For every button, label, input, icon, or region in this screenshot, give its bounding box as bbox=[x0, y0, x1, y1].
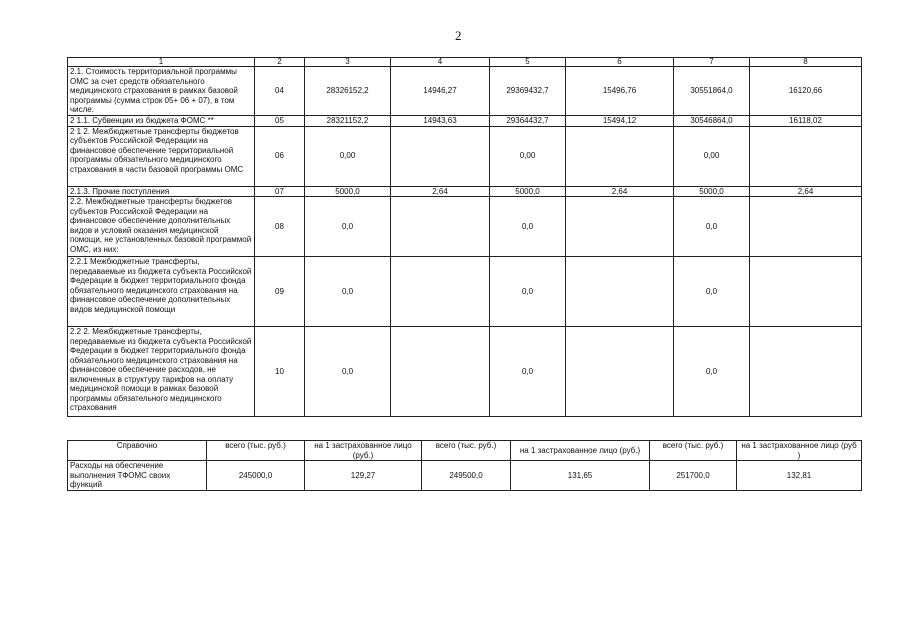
budget-table bbox=[67, 57, 862, 417]
table-cell: 131,65 bbox=[511, 461, 650, 491]
row-code: 04 bbox=[255, 67, 305, 116]
table-cell: 0,0 bbox=[305, 197, 391, 257]
table-cell: 0,0 bbox=[490, 327, 566, 417]
row-code: 10 bbox=[255, 327, 305, 417]
column-header: 3 bbox=[305, 58, 391, 67]
table-row bbox=[68, 461, 862, 491]
table-header-row bbox=[68, 58, 862, 67]
column-header: 6 bbox=[566, 58, 674, 67]
column-header: 2 bbox=[255, 58, 305, 67]
row-label: 2.2.1 Межбюджетные трансферты, передаваемые из бюджета субъекта Российской Федерации в бюджет территориального фонда обязательного медицинского страхования на финансовое обеспечение дополнительных видов медицинской помощи bbox=[68, 257, 255, 327]
table-cell: 30551864,0 bbox=[674, 67, 750, 116]
table-row bbox=[68, 197, 862, 257]
table-row bbox=[68, 67, 862, 116]
row-label: 2.2. Межбюджетные трансферты бюджетов субъектов Российской Федерации на финансовое обеспечение дополнительных видов и условий оказания медицинской помощи, не установленных базовой программой ОМС, из них: bbox=[68, 197, 255, 257]
column-header: всего (тыс. руб.) bbox=[422, 441, 511, 461]
row-code: 05 bbox=[255, 116, 305, 127]
table-cell bbox=[391, 126, 490, 186]
column-header: 4 bbox=[391, 58, 490, 67]
table-row bbox=[68, 327, 862, 417]
column-header: Справочно bbox=[68, 441, 207, 461]
table-row bbox=[68, 186, 862, 197]
table-cell: 28321152,2 bbox=[305, 116, 391, 127]
table-cell: 29369432,7 bbox=[490, 67, 566, 116]
reference-header-row bbox=[68, 441, 862, 461]
table-cell: 15496,76 bbox=[566, 67, 674, 116]
table-row bbox=[68, 116, 862, 127]
table-cell: 14946,27 bbox=[391, 67, 490, 116]
table-cell bbox=[750, 126, 862, 186]
column-header: 8 bbox=[750, 58, 862, 67]
row-label: Расходы на обеспечение выполнения ТФОМС своих функций bbox=[68, 461, 207, 491]
table-cell: 0,0 bbox=[674, 257, 750, 327]
table-cell: 2,64 bbox=[750, 186, 862, 197]
table-cell: 129,27 bbox=[305, 461, 422, 491]
table-cell: 2,64 bbox=[566, 186, 674, 197]
table-cell: 0,00 bbox=[305, 126, 391, 186]
table-cell bbox=[566, 197, 674, 257]
table-cell bbox=[750, 327, 862, 417]
column-header: 1 bbox=[68, 58, 255, 67]
row-label: 2.1.3. Прочие поступления bbox=[68, 186, 255, 197]
table-cell: 0,0 bbox=[490, 197, 566, 257]
row-label: 2.2 2. Межбюджетные трансферты, передаваемые из бюджета субъекта Российской Федерации в бюджет территориального фонда обязательного медицинского страхования на финансовое обеспечение расходов, не включенных в структуру тарифов на оплату медицинской помощи в рамках базовой программы обязательного медицинского страхования bbox=[68, 327, 255, 417]
table-row bbox=[68, 126, 862, 186]
table-cell: 0,00 bbox=[674, 126, 750, 186]
table-cell bbox=[750, 197, 862, 257]
row-code: 09 bbox=[255, 257, 305, 327]
table-cell bbox=[566, 327, 674, 417]
column-header: всего (тыс. руб.) bbox=[207, 441, 305, 461]
column-header: на 1 застрахованное лицо (руб.) bbox=[511, 441, 650, 461]
row-code: 06 bbox=[255, 126, 305, 186]
page-number: 2 bbox=[455, 28, 462, 43]
table-cell: 0,0 bbox=[674, 197, 750, 257]
table-cell: 15494,12 bbox=[566, 116, 674, 127]
table-cell bbox=[566, 126, 674, 186]
table-cell: 0,0 bbox=[490, 257, 566, 327]
table-cell: 0,0 bbox=[305, 257, 391, 327]
table-cell bbox=[391, 327, 490, 417]
table-cell: 251700,0 bbox=[650, 461, 737, 491]
table-row bbox=[68, 257, 862, 327]
table-cell bbox=[391, 257, 490, 327]
table-cell: 5000,0 bbox=[674, 186, 750, 197]
reference-table bbox=[67, 440, 862, 491]
table-cell: 30546864,0 bbox=[674, 116, 750, 127]
table-cell: 245000,0 bbox=[207, 461, 305, 491]
table-cell: 2,64 bbox=[391, 186, 490, 197]
row-label: 2.1. Стоимость территориальной программы ОМС за счет средств обязательного медицинского страхования в рамках базовой программы (сумма строк 05+ 06 + 07), в том числе: bbox=[68, 67, 255, 116]
row-label: 2 1.1. Субвенции из бюджета ФОМС ** bbox=[68, 116, 255, 127]
table-cell: 0,0 bbox=[674, 327, 750, 417]
row-label: 2 1 2. Межбюджетные трансферты бюджетов субъектов Российской Федерации на финансовое обеспечение территориальной программы обязательного медицинского страхования в части базовой программы ОМС bbox=[68, 126, 255, 186]
table-cell: 16118,02 bbox=[750, 116, 862, 127]
table-cell: 0,00 bbox=[490, 126, 566, 186]
column-header: на 1 застрахованное лицо (руб ) bbox=[737, 441, 862, 461]
table-cell: 29364432,7 bbox=[490, 116, 566, 127]
row-code: 07 bbox=[255, 186, 305, 197]
table-cell bbox=[750, 257, 862, 327]
table-cell: 5000,0 bbox=[490, 186, 566, 197]
table-cell: 132,81 bbox=[737, 461, 862, 491]
table-cell: 14943,63 bbox=[391, 116, 490, 127]
table-cell: 5000,0 bbox=[305, 186, 391, 197]
table-cell bbox=[391, 197, 490, 257]
table-cell: 0,0 bbox=[305, 327, 391, 417]
column-header: всего (тыс. руб.) bbox=[650, 441, 737, 461]
table-cell bbox=[566, 257, 674, 327]
column-header: 5 bbox=[490, 58, 566, 67]
table-cell: 16120,66 bbox=[750, 67, 862, 116]
table-cell: 28326152,2 bbox=[305, 67, 391, 116]
row-code: 08 bbox=[255, 197, 305, 257]
table-cell: 249500,0 bbox=[422, 461, 511, 491]
column-header: 7 bbox=[674, 58, 750, 67]
column-header: на 1 застрахованное лицо (руб.) bbox=[305, 441, 422, 461]
